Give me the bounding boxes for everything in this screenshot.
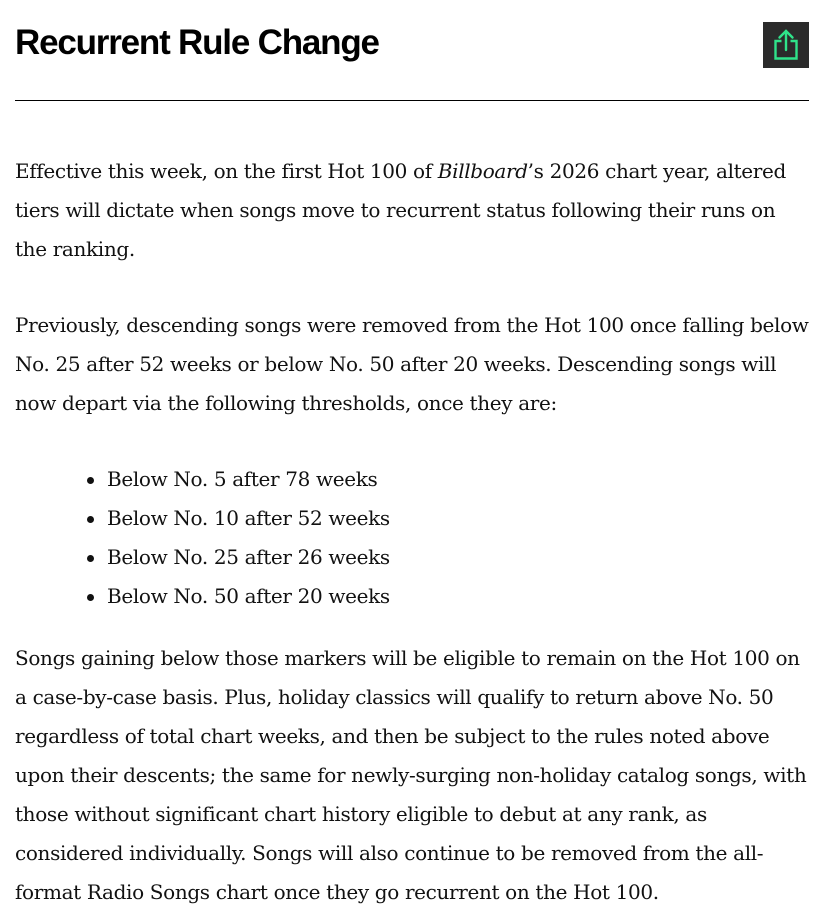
list-item: Below No. 5 after 78 weeks bbox=[107, 460, 809, 499]
share-icon bbox=[772, 29, 800, 61]
paragraph-details: Songs gaining below those markers will be eligible to remain on the Hot 100 on a case-by-case basis. Plus, holiday classics will qualify to return above No. 50 regardless of total chart weeks, and then be subject to the rules noted above upon their descents; the same for newly-surging non-holiday catalog songs, with those without significant chart history eligible to debut at any rank, as considered individually. Songs will also continue to be removed from the all-format Radio Songs chart once they go recurrent on the Hot 100. bbox=[15, 646, 807, 904]
paragraph-intro: Effective this week, on the first Hot 100 of Billboard’s 2026 chart year, altered tiers will dictate when songs move to recurrent status following their runs on the ranking. bbox=[15, 159, 786, 261]
article-header bbox=[15, 0, 809, 101]
share-button[interactable] bbox=[763, 22, 809, 68]
article-page bbox=[15, 0, 809, 101]
paragraph-previously: Previously, descending songs were removed from the Hot 100 once falling below No. 25 after 52 weeks or below No. 50 after 20 weeks. Descending songs will now depart via the following thresholds, once they are: bbox=[15, 313, 809, 415]
list-item: Below No. 50 after 20 weeks bbox=[107, 577, 809, 616]
page-title: Recurrent Rule Change bbox=[15, 23, 379, 62]
publication-name: Billboard bbox=[437, 159, 528, 183]
threshold-list bbox=[15, 460, 809, 616]
list-item: Below No. 10 after 52 weeks bbox=[107, 499, 809, 538]
list-item: Below No. 25 after 26 weeks bbox=[107, 538, 809, 577]
